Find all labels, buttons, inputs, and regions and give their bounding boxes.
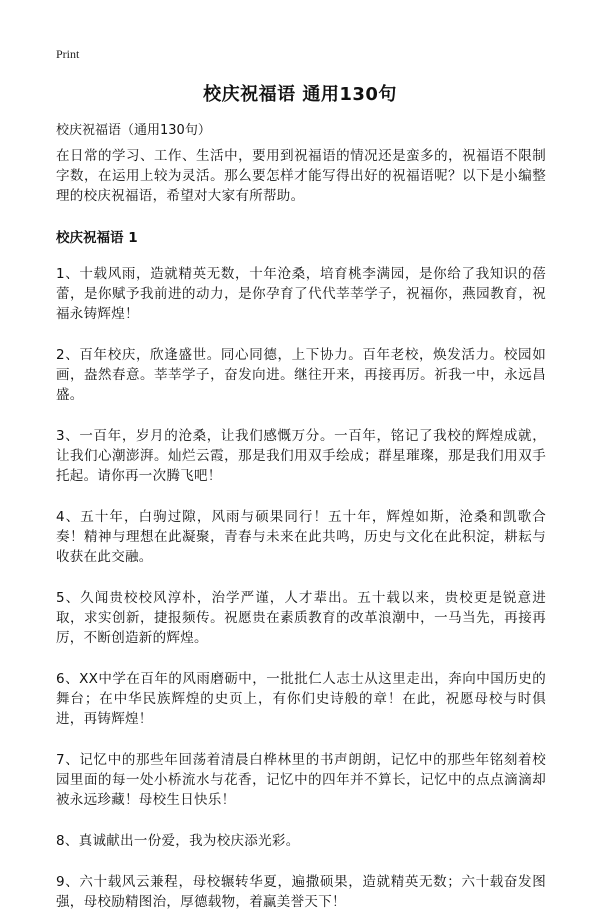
document-body	[56, 146, 546, 912]
list-item: 2、百年校庆，欣逢盛世。同心同德，上下协力。百年老校，焕发活力。校园如画，盎然春意。莘莘学子，奋发向进。继往开来，再接再厉。祈我一中，永远昌盛。	[56, 347, 546, 403]
list-item: 9、六十载风云兼程，母校辗转华夏，遍撒硕果，造就精英无数；六十载奋发图强，母校励精图治，厚德载物，着赢美誉天下！	[56, 874, 546, 910]
document-subtitle: 校庆祝福语（通用130句）	[56, 123, 211, 138]
list-item: 4、五十年，白驹过隙，风雨与硕果同行！五十年，辉煌如斯，沧桑和凯歌合奏！精神与理想在此凝聚，青春与未来在此共鸣，历史与文化在此积淀，耕耘与收获在此交融。	[56, 509, 546, 565]
list-item: 1、十载风雨，造就精英无数，十年沧桑，培育桃李满园，是你给了我知识的蓓蕾，是你赋予我前进的动力，是你孕育了代代莘莘学子，祝福你，燕园教育，祝福永铸辉煌！	[56, 266, 546, 322]
intro-paragraph: 在日常的学习、工作、生活中，要用到祝福语的情况还是蛮多的，祝福语不限制字数，在运用上较为灵活。那么要怎样才能写得出好的祝福语呢？以下是小编整理的校庆祝福语，希望对大家有所帮助。	[56, 148, 546, 204]
list-item: 3、一百年，岁月的沧桑，让我们感慨万分。一百年，铭记了我校的辉煌成就，让我们心潮澎湃。灿烂云霞，那是我们用双手绘成；群星璀璨，那是我们用双手托起。请你再一次腾飞吧！	[56, 428, 546, 484]
list-item: 7、记忆中的那些年回荡着清晨白桦林里的书声朗朗，记忆中的那些年铭刻着校园里面的每一处小桥流水与花香，记忆中的四年并不算长，记忆中的点点滴滴却被永远珍藏！母校生日快乐！	[56, 752, 546, 808]
section-heading: 校庆祝福语 1	[56, 230, 138, 246]
blessing-list	[56, 264, 546, 912]
list-item: 8、真诚献出一份爱，我为校庆添光彩。	[56, 833, 300, 849]
list-item: 6、XX中学在百年的风雨磨砺中，一批批仁人志士从这里走出，奔向中国历史的舞台；在中华民族辉煌的史页上，有你们史诗般的章！在此，祝愿母校与时俱进，再铸辉煌！	[56, 671, 546, 727]
page-title: 校庆祝福语 通用130句	[203, 84, 397, 105]
list-item: 5、久闻贵校校风淳朴，治学严谨，人才辈出。五十载以来，贵校更是锐意进取，求实创新，捷报频传。祝愿贵在素质教育的改革浪潮中，一马当先，再接再厉，不断创造新的辉煌。	[56, 590, 546, 646]
print-link[interactable]: Print	[56, 47, 80, 61]
